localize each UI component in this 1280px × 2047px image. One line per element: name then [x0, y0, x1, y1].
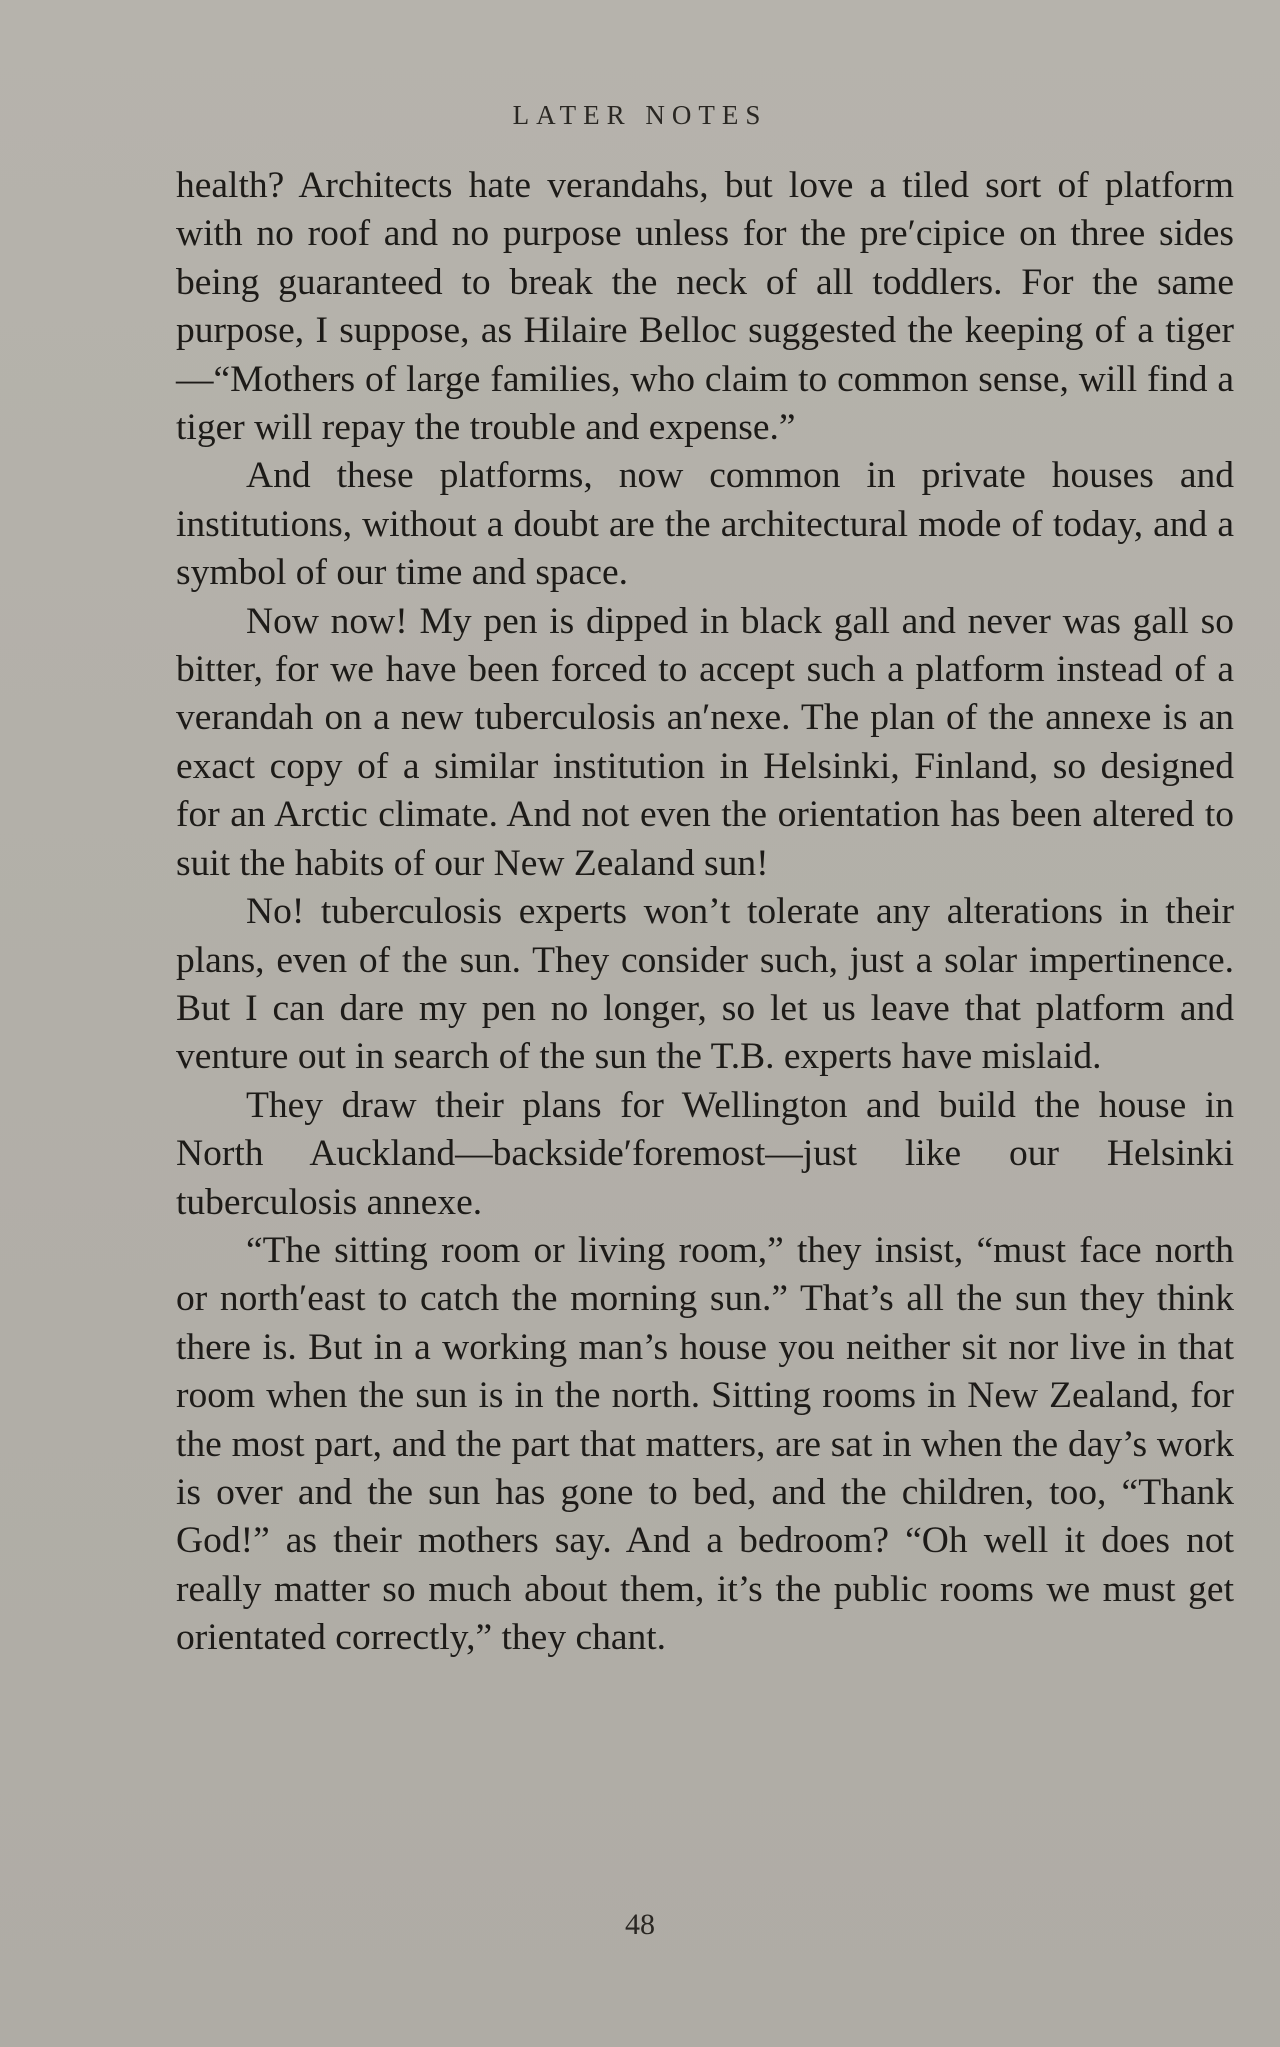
- paragraph-2: And these platforms, now common in private houses and institutions, without a doubt are the architectural mode of today, and a symbol of our time and space.: [176, 455, 1234, 594]
- paragraph-5: They draw their plans for Wellington and build the house in North Auckland—backside′foremost—just like our Helsinki tuberculosis annexe.: [176, 1084, 1234, 1223]
- body-text: [176, 162, 1234, 1663]
- paragraph-6: “The sitting room or living room,” they insist, “must face north or north′east to catch the morning sun.” That’s all the sun they think there is. But in a working man’s house you neither sit nor live in that room when the sun is in the north. Sitting rooms in New Zealand, for the most part, and the part that matters, are sat in when the day’s work is over and the sun has gone to bed, and the children, too, “Thank God!” as their mothers say. And a bedroom? “Oh well it does not really matter so much about them, it’s the public rooms we must get orientated correctly,” they chant.: [176, 1229, 1234, 1659]
- paragraph-4: No! tuberculosis experts won’t tolerate any alterations in their plans, even of the sun. They consider such, just a solar impertinence. But I can dare my pen no longer, so let us leave that platform and venture out in search of the sun the T.B. experts have mislaid.: [176, 891, 1234, 1078]
- page-number: 48: [625, 1908, 655, 1941]
- running-head: LATER NOTES: [512, 100, 768, 130]
- paragraph-3: Now now! My pen is dipped in black gall and never was gall so bitter, for we have been forced to accept such a platform instead of a verandah on a new tuberculosis an′nexe. The plan of the annexe is an exact copy of a similar institution in Helsinki, Finland, so designed for an Arctic climate. And not even the orientation has been altered to suit the habits of our New Zealand sun!: [176, 600, 1234, 884]
- paragraph-1: health? Architects hate verandahs, but love a tiled sort of platform with no roof and no purpose unless for the pre′cipice on three sides being guaranteed to break the neck of all toddlers. For the same purpose, I suppose, as Hilaire Belloc suggested the keeping of a tiger—“Mothers of large families, who claim to common sense, will find a tiger will repay the trouble and expense.”: [176, 165, 1234, 449]
